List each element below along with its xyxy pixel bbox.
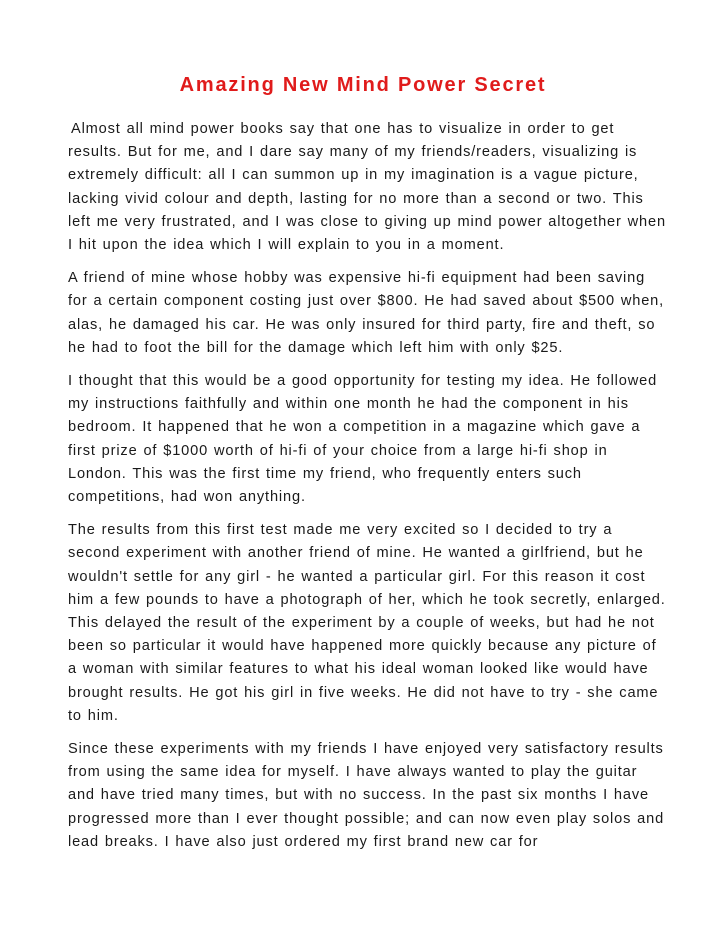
paragraph-personal-results: Since these experiments with my friends I have enjoyed very satisfactory results from using the same idea for myself. I have always wanted to play the guitar and have tried many times, but with no success. In the past six months I have progressed more than I ever thought possible; and can now even play solos and lead breaks. I have also just ordered my first brand new car for xyxy=(68,741,665,850)
paragraph-first-test: I thought that this would be a good opportunity for testing my idea. He followed my instructions faithfully and within one month he had the component in his bedroom. It happened that he won a competition in a magazine which gave a first prize of $1000 worth of hi-fi of your choice from a large hi-fi shop in London. This was the first time my friend, who frequently enters such competitions, had won anything. xyxy=(68,373,658,506)
paragraph-intro: Almost all mind power books say that one has to visualize in order to get results. But for me, and I dare say many of my friends/readers, visualizing is extremely difficult: all I can summon up in my imagination is a vague picture, lacking vivid colour and depth, lasting for no more than a second or two. This left me very frustrated, and I was close to giving up mind power altogether when I hit upon the idea which I will explain to you in a moment. xyxy=(68,121,666,254)
paragraph-hifi-friend: A friend of mine whose hobby was expensive hi-fi equipment had been saving for a certain component costing just over $800. He had saved about $500 when, alas, he damaged his car. He was only insured for third party, fire and theft, so he had to foot the bill for the damage which left him with only $25. xyxy=(68,270,665,356)
document-title: Amazing New Mind Power Secret xyxy=(179,74,547,96)
paragraph-second-experiment: The results from this first test made me very excited so I decided to try a second experiment with another friend of mine. He wanted a girlfriend, but he wouldn't settle for any girl - he wanted a particular girl. For this reason it cost him a few pounds to have a photograph of her, which he took secretly, enlarged. This delayed the result of the experiment by a couple of weeks, but had he not been so particular it would have happened more quickly because any picture of a woman with similar features to what his ideal woman looked like would have brought results. He got his girl in five weeks. He did not have to try - she came to him. xyxy=(68,522,666,724)
